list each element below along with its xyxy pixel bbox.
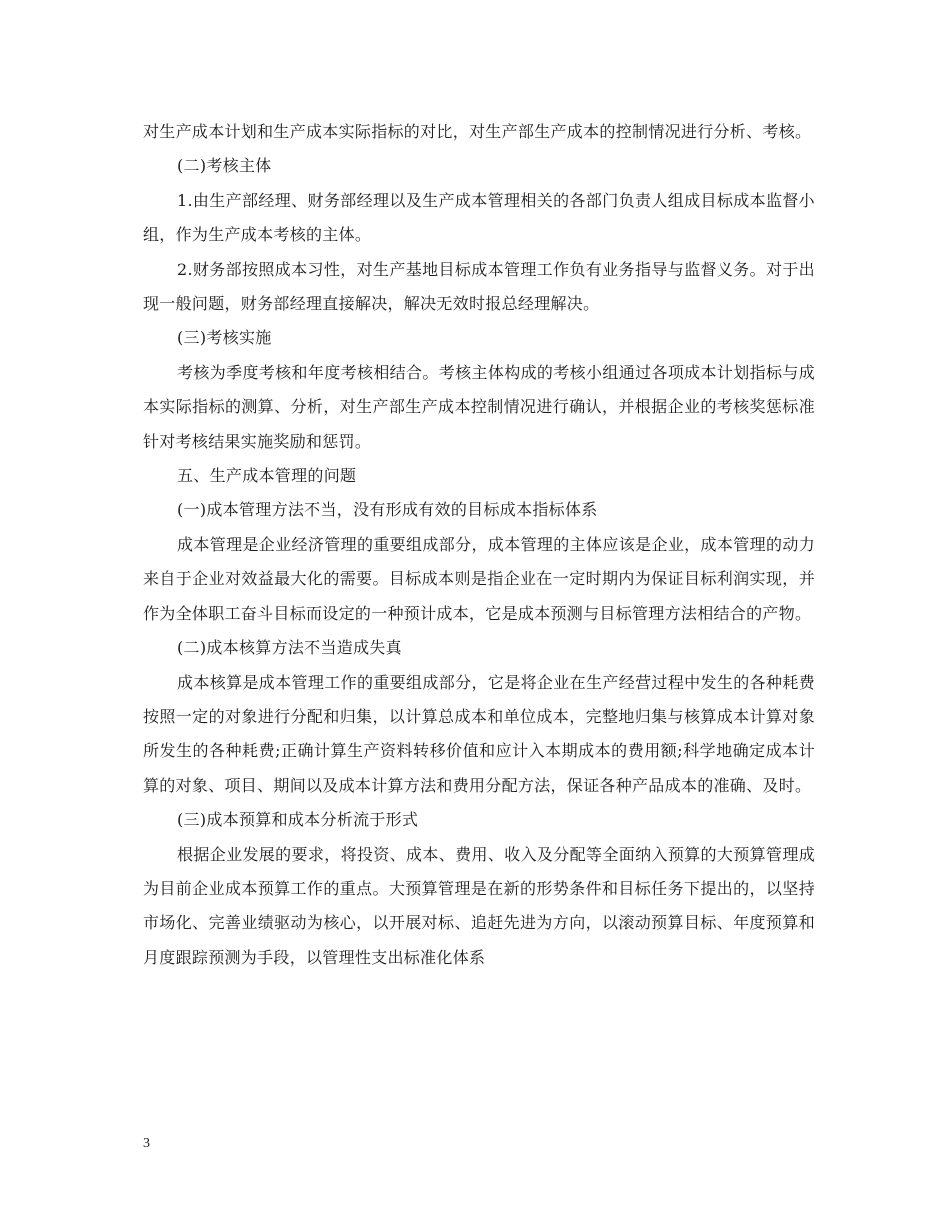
paragraph: 2.财务部按照成本习性，对生产基地目标成本管理工作负有业务指导与监督义务。对于出现一般问题，财务部经理直接解决，解决无效时报总经理解决。 <box>143 259 815 314</box>
paragraph: 1.由生产部经理、财务部经理以及生产成本管理相关的各部门负责人组成目标成本监督小组，作为生产成本考核的主体。 <box>143 190 815 245</box>
paragraph: 成本管理是企业经济管理的重要组成部分，成本管理的主体应该是企业，成本管理的动力来自于企业对效益最大化的需要。目标成本则是指企业在一定时期内为保证目标利润实现，并作为全体职工奋斗目标而设定的一种预计成本，它是成本预测与目标管理方法相结合的产物。 <box>143 534 815 623</box>
paragraph: 成本核算是成本管理工作的重要组成部分，它是将企业在生产经营过程中发生的各种耗费按照一定的对象进行分配和归集，以计算总成本和单位成本，完整地归集与核算成本计算对象所发生的各种耗费;正确计算生产资料转移价值和应计入本期成本的费用额;科学地确定成本计算的对象、项目、期间以及成本计算方法和费用分配方法，保证各种产品成本的准确、及时。 <box>143 672 815 795</box>
section-heading: (二)考核主体 <box>177 156 272 176</box>
section-heading: (二)成本核算方法不当造成失真 <box>177 638 402 658</box>
section-heading: (三)考核实施 <box>177 328 272 348</box>
page-number: 3 <box>143 1136 150 1151</box>
document-body <box>143 115 815 975</box>
paragraph: 根据企业发展的要求，将投资、成本、费用、收入及分配等全面纳入预算的大预算管理成为目前企业成本预算工作的重点。大预算管理是在新的形势条件和目标任务下提出的，以坚持市场化、完善业绩驱动为核心，以开展对标、追赶先进为方向，以滚动预算目标、年度预算和月度跟踪预测为手段，以管理性支出标准化体系 <box>143 844 815 967</box>
section-heading: (三)成本预算和成本分析流于形式 <box>177 810 419 830</box>
chapter-heading: 五、生产成本管理的问题 <box>177 466 357 486</box>
section-heading: (一)成本管理方法不当，没有形成有效的目标成本指标体系 <box>177 500 598 520</box>
paragraph: 考核为季度考核和年度考核相结合。考核主体构成的考核小组通过各项成本计划指标与成本实际指标的测算、分析，对生产部生产成本控制情况进行确认，并根据企业的考核奖惩标准针对考核结果实施奖励和惩罚。 <box>143 362 815 451</box>
paragraph: 对生产成本计划和生产成本实际指标的对比，对生产部生产成本的控制情况进行分析、考核。 <box>143 122 812 141</box>
